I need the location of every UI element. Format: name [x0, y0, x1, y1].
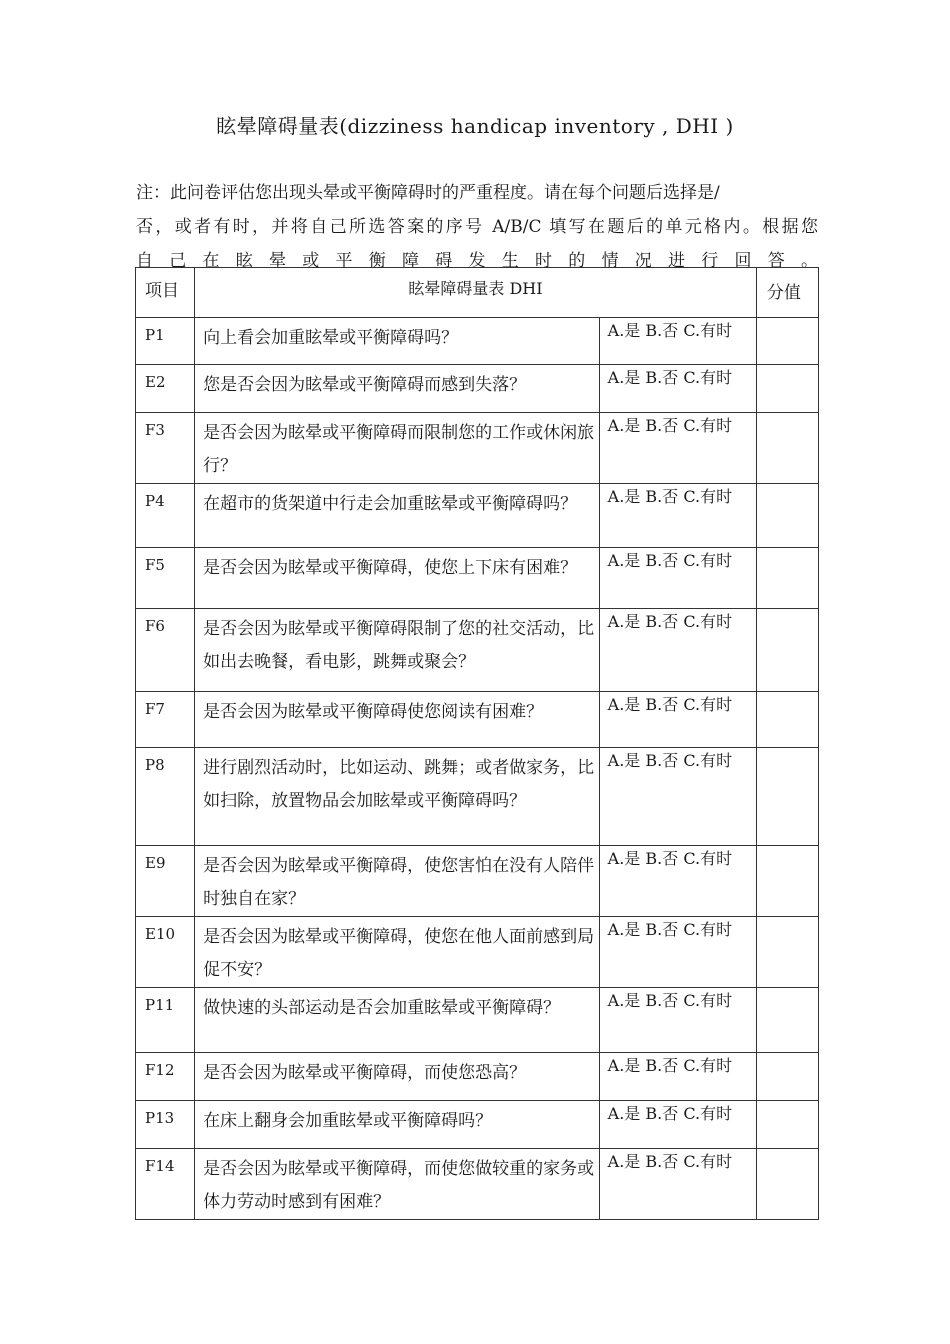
page-title: 眩晕障碍量表(dizziness handicap inventory , DHI ) — [216, 114, 734, 138]
item-id: F12 — [136, 1053, 195, 1101]
table-row — [136, 692, 819, 748]
table-row — [136, 609, 819, 692]
item-question: 您是否会因为眩晕或平衡障碍而感到失落？ — [195, 365, 600, 413]
item-question: 是否会因为眩晕或平衡障碍限制了您的社交活动，比如出去晚餐，看电影，跳舞或聚会？ — [195, 609, 600, 692]
header-title: 眩晕障碍量表 DHI — [195, 268, 757, 318]
score-input-cell[interactable] — [756, 548, 818, 609]
table-row — [136, 846, 819, 917]
score-input-cell[interactable] — [756, 846, 818, 917]
item-id: F5 — [136, 548, 195, 609]
item-id: E2 — [136, 365, 195, 413]
table-row — [136, 318, 819, 365]
score-input-cell[interactable] — [756, 365, 818, 413]
item-id: F6 — [136, 609, 195, 692]
score-input-cell[interactable] — [756, 484, 818, 548]
item-question: 向上看会加重眩晕或平衡障碍吗？ — [195, 318, 600, 365]
score-input-cell[interactable] — [756, 988, 818, 1053]
item-id: P13 — [136, 1101, 195, 1149]
item-options: A.是 B.否 C.有时 — [599, 846, 756, 917]
table-row — [136, 484, 819, 548]
score-input-cell[interactable] — [756, 692, 818, 748]
item-question: 是否会因为眩晕或平衡障碍而限制您的工作或休闲旅行？ — [195, 413, 600, 484]
item-id: F14 — [136, 1149, 195, 1220]
item-id: F7 — [136, 692, 195, 748]
score-input-cell[interactable] — [756, 318, 818, 365]
item-options: A.是 B.否 C.有时 — [599, 609, 756, 692]
item-id: P8 — [136, 748, 195, 846]
table-row — [136, 917, 819, 988]
item-options: A.是 B.否 C.有时 — [599, 484, 756, 548]
score-input-cell[interactable] — [756, 413, 818, 484]
item-id: E10 — [136, 917, 195, 988]
item-options: A.是 B.否 C.有时 — [599, 692, 756, 748]
note-line-1: 注：此问卷评估您出现头晕或平衡障碍时的严重程度。请在每个问题后选择是/ — [136, 183, 720, 203]
item-options: A.是 B.否 C.有时 — [599, 748, 756, 846]
item-options: A.是 B.否 C.有时 — [599, 318, 756, 365]
score-input-cell[interactable] — [756, 1101, 818, 1149]
score-input-cell[interactable] — [756, 1053, 818, 1101]
item-options: A.是 B.否 C.有时 — [599, 365, 756, 413]
note-line-2: 否，或者有时，并将自己所选答案的序号 A/B/C 填写在题后的单元格内。根据您 — [136, 217, 818, 237]
item-question: 在超市的货架道中行走会加重眩晕或平衡障碍吗？ — [195, 484, 600, 548]
table-row — [136, 1053, 819, 1101]
item-options: A.是 B.否 C.有时 — [599, 917, 756, 988]
header-score: 分值 — [756, 268, 818, 318]
item-id: F3 — [136, 413, 195, 484]
item-id: E9 — [136, 846, 195, 917]
score-input-cell[interactable] — [756, 1149, 818, 1220]
table-row — [136, 365, 819, 413]
item-id: P1 — [136, 318, 195, 365]
item-options: A.是 B.否 C.有时 — [599, 1101, 756, 1149]
item-options: A.是 B.否 C.有时 — [599, 548, 756, 609]
item-question: 是否会因为眩晕或平衡障碍，而使您恐高？ — [195, 1053, 600, 1101]
score-input-cell[interactable] — [756, 917, 818, 988]
dhi-table — [135, 267, 819, 1220]
item-options: A.是 B.否 C.有时 — [599, 1149, 756, 1220]
score-input-cell[interactable] — [756, 748, 818, 846]
item-options: A.是 B.否 C.有时 — [599, 988, 756, 1053]
item-question: 是否会因为眩晕或平衡障碍，使您上下床有困难？ — [195, 548, 600, 609]
item-question: 是否会因为眩晕或平衡障碍，使您在他人面前感到局促不安？ — [195, 917, 600, 988]
table-row — [136, 988, 819, 1053]
table-row — [136, 1101, 819, 1149]
header-id: 项目 — [136, 268, 195, 318]
item-id: P4 — [136, 484, 195, 548]
item-question: 进行剧烈活动时，比如运动、跳舞；或者做家务，比如扫除，放置物品会加眩晕或平衡障碍吗？ — [195, 748, 600, 846]
score-input-cell[interactable] — [756, 609, 818, 692]
item-id: P11 — [136, 988, 195, 1053]
table-header-row — [136, 268, 819, 318]
item-question: 是否会因为眩晕或平衡障碍，而使您做较重的家务或体力劳动时感到有困难？ — [195, 1149, 600, 1220]
item-question: 是否会因为眩晕或平衡障碍使您阅读有困难？ — [195, 692, 600, 748]
note-line-3: 自己在眩晕或平衡障碍发生时的情况进行回答。 — [136, 251, 818, 271]
table-row — [136, 748, 819, 846]
table-row — [136, 413, 819, 484]
instructions-note — [136, 176, 818, 278]
table-row — [136, 1149, 819, 1220]
item-question: 做快速的头部运动是否会加重眩晕或平衡障碍？ — [195, 988, 600, 1053]
item-question: 是否会因为眩晕或平衡障碍，使您害怕在没有人陪伴时独自在家？ — [195, 846, 600, 917]
item-question: 在床上翻身会加重眩晕或平衡障碍吗？ — [195, 1101, 600, 1149]
table-row — [136, 548, 819, 609]
item-options: A.是 B.否 C.有时 — [599, 1053, 756, 1101]
item-options: A.是 B.否 C.有时 — [599, 413, 756, 484]
